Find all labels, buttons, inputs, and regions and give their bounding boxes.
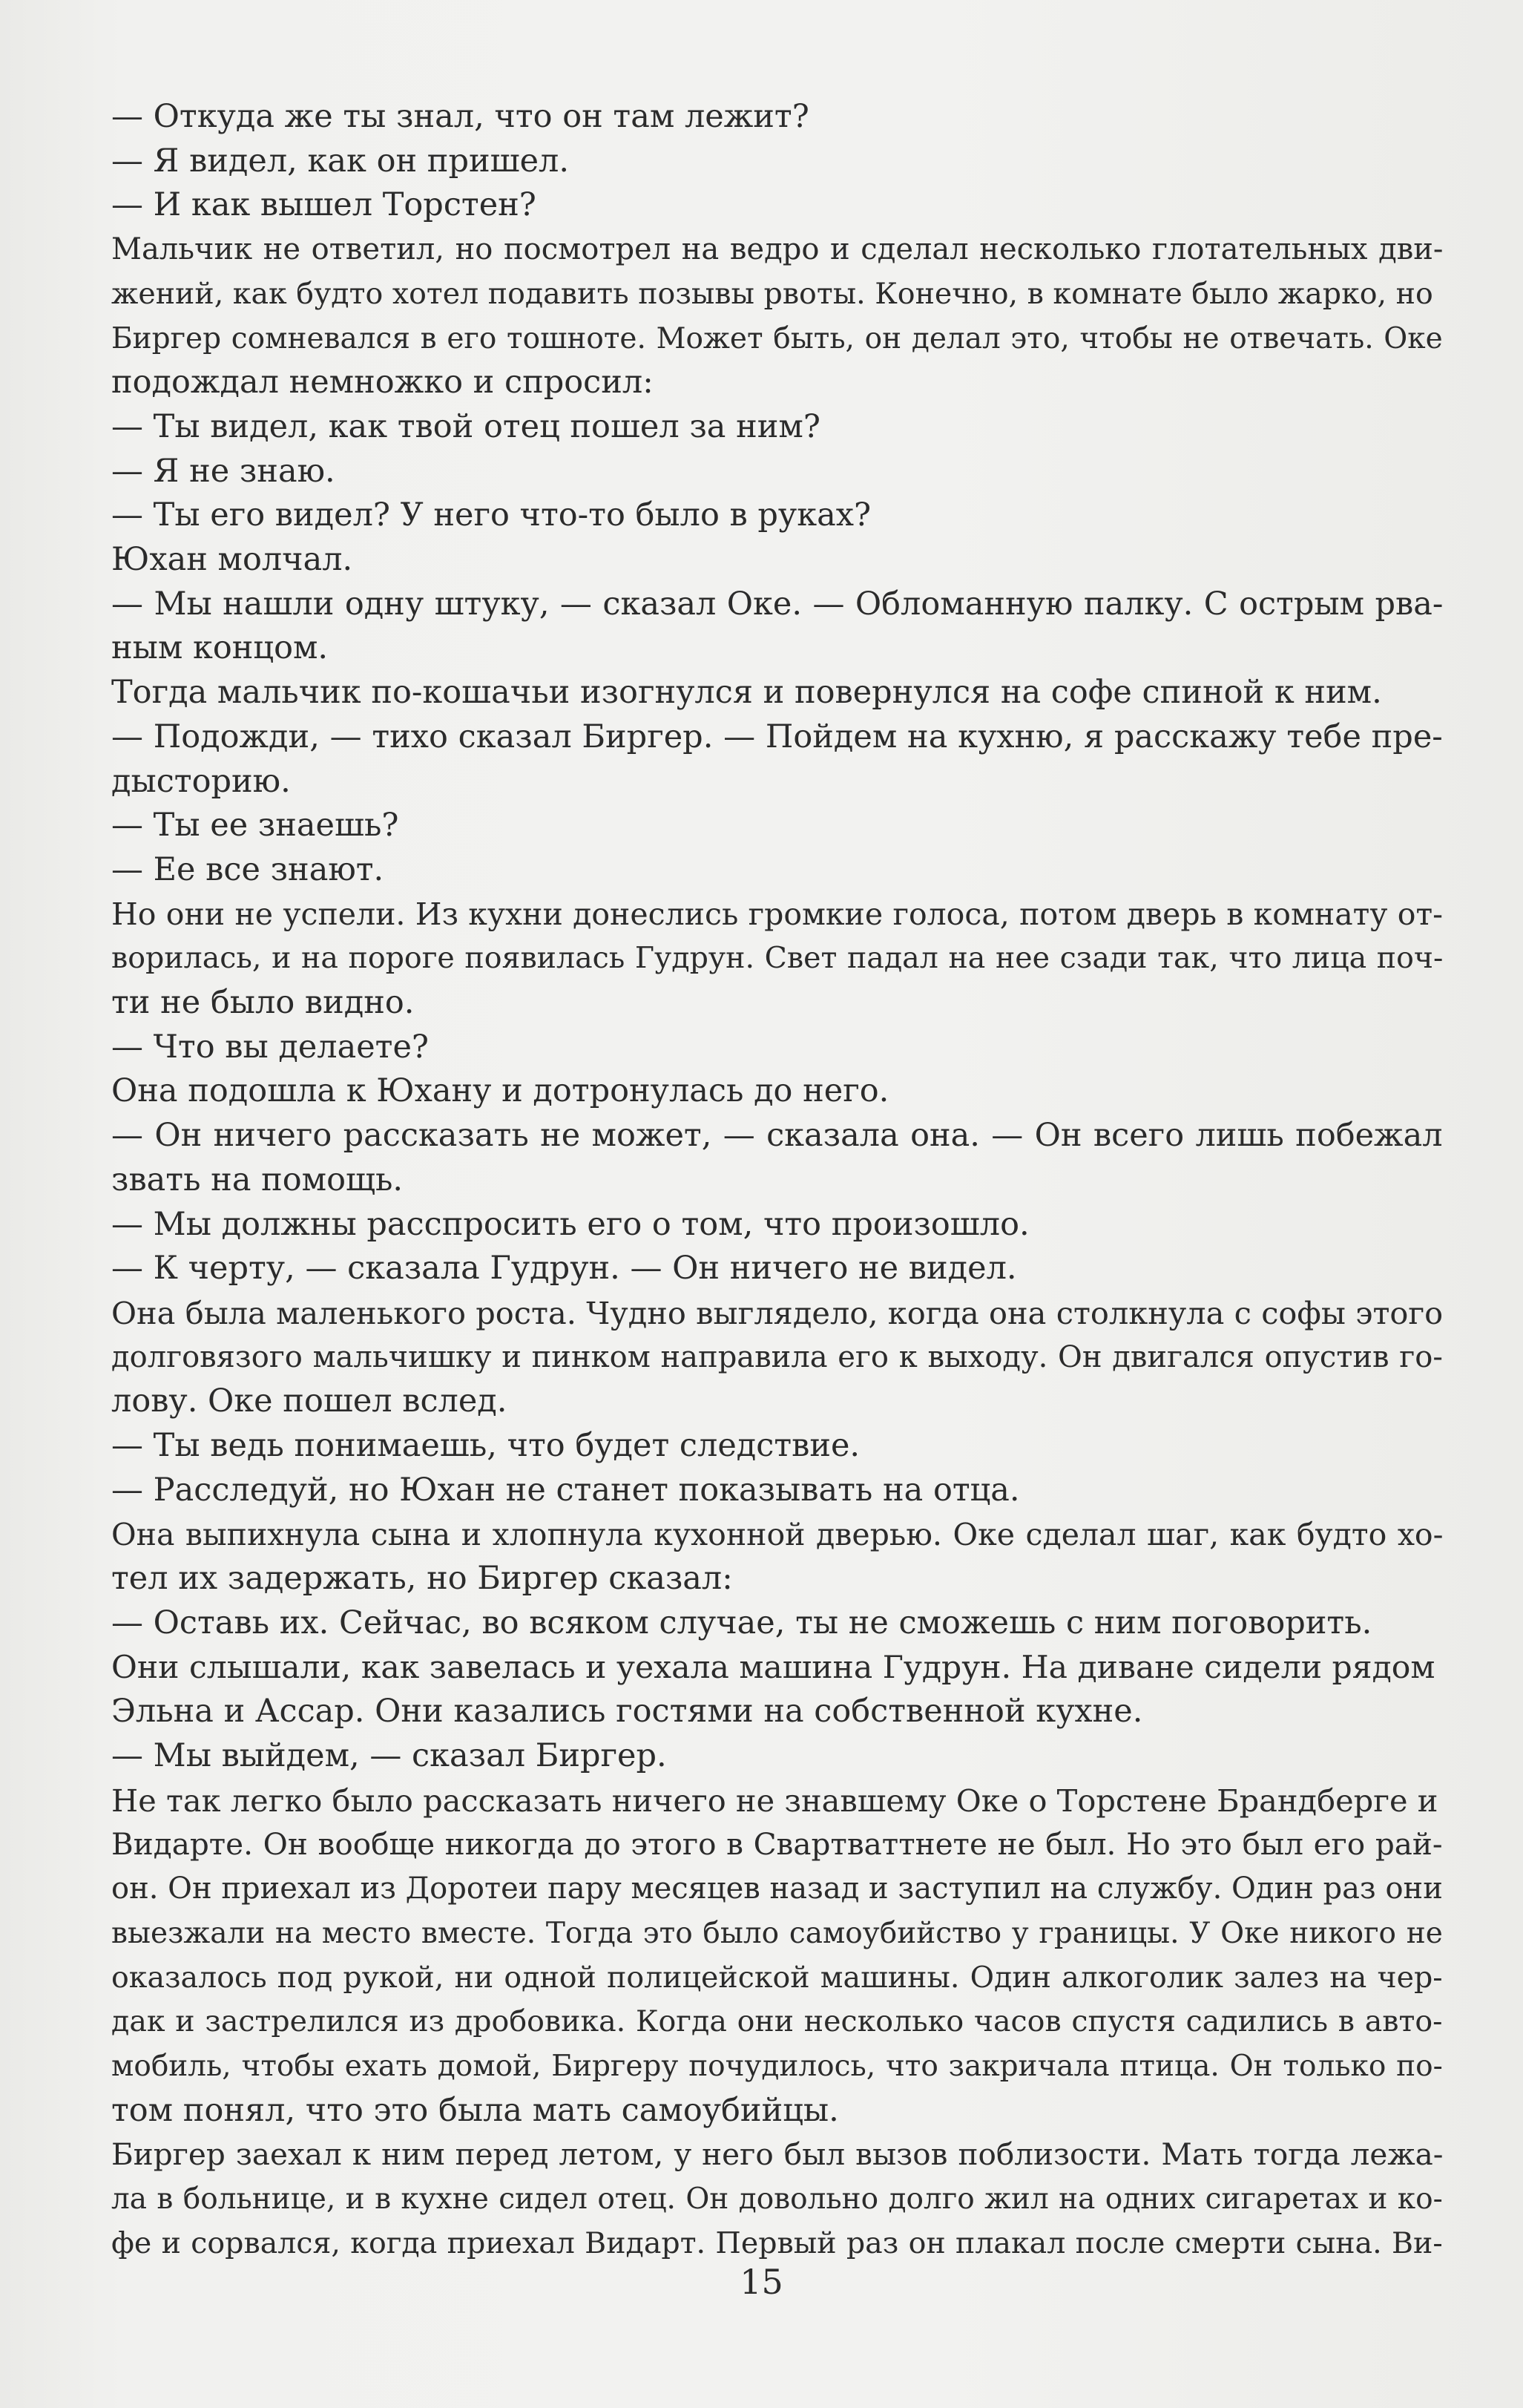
text-line: — Я видел, как он пришел.: [111, 142, 570, 180]
text-line: Она была маленького роста. Чудно выглядело, когда она столкнула с софы этого: [111, 1294, 1443, 1331]
text-line: фе и сорвался, когда приехал Видарт. Первый раз он плакал после смерти сына. Ви-: [111, 2225, 1443, 2260]
body-text: [111, 95, 1443, 2266]
text-line: — К черту, — сказала Гудрун. — Он ничего не видел.: [111, 1250, 1017, 1287]
text-line: — Ты видел, как твой отец пошел за ним?: [111, 407, 820, 445]
text-line: — Ты его видел? У него что-то было в руках?: [111, 496, 872, 534]
text-line: ти не было видно.: [111, 984, 415, 1022]
text-line: подождал немножко и спросил:: [111, 364, 654, 401]
text-line: — Я не знаю.: [111, 452, 335, 490]
text-line: Биргер заехал к ним перед летом, у него был вызов поблизости. Мать тогда лежа-: [111, 2136, 1443, 2173]
text-line: — И как вышел Торстен?: [111, 186, 536, 224]
text-line: — Ты ее знаешь?: [111, 807, 399, 844]
text-line: — Мы выйдем, — сказал Биргер.: [111, 1737, 667, 1775]
text-line: — Мы должны расспросить его о том, что произошло.: [111, 1205, 1030, 1243]
text-line: — Что вы делаете?: [111, 1028, 429, 1066]
text-line: Юхан молчал.: [111, 541, 353, 579]
text-line: лову. Оке пошел вслед.: [111, 1382, 507, 1420]
text-line: оказалось под рукой, ни одной полицейской машины. Один алкоголик залез на чер-: [111, 1960, 1443, 1995]
text-line: том понял, что это была мать самоубийцы.: [111, 2091, 839, 2129]
text-line: ла в больнице, и в кухне сидел отец. Он довольно долго жил на одних сигаретах и ко-: [111, 2182, 1443, 2217]
text-line: мобиль, чтобы ехать домой, Биргеру почудилось, что закричала птица. Он только по-: [111, 2049, 1443, 2083]
text-line: ворилась, и на пороге появилась Гудрун. Свет падал на нее сзади так, что лица поч-: [111, 941, 1443, 976]
text-line: Они слышали, как завелась и уехала машина Гудрун. На диване сидели рядом: [111, 1649, 1435, 1686]
text-line: он. Он приехал из Доротеи пару месяцев назад и заступил на службу. Один раз они: [111, 1871, 1443, 1906]
text-line: жений, как будто хотел подавить позывы рвоты. Конечно, в комнате было жарко, но: [111, 276, 1433, 311]
text-line: — Он ничего рассказать не может, — сказала она. — Он всего лишь побежал: [111, 1117, 1443, 1155]
text-line: выезжали на место вместе. Тогда это было самоубийство у границы. У Оке никого не: [111, 1916, 1443, 1950]
text-line: дысторию.: [111, 762, 291, 800]
text-line: Мальчик не ответил, но посмотрел на ведро и сделал несколько глотательных дви-: [111, 232, 1443, 267]
text-line: ным концом.: [111, 629, 329, 667]
text-line: — Оставь их. Сейчас, во всяком случае, ты не сможешь с ним поговорить.: [111, 1604, 1372, 1641]
text-line: Не так легко было рассказать ничего не знавшему Оке о Торстене Брандберге и: [111, 1782, 1438, 1819]
text-line: Но они не успели. Из кухни донеслись громкие голоса, потом дверь в комнату от-: [111, 896, 1443, 932]
page-number: 15: [740, 2262, 783, 2302]
text-line: — Откуда же ты знал, что он там лежит?: [111, 98, 809, 135]
text-line: Она выпихнула сына и хлопнула кухонной дверью. Оке сделал шаг, как будто хо-: [111, 1516, 1443, 1552]
text-line: Она подошла к Юхану и дотронулась до него.: [111, 1072, 889, 1110]
text-line: Биргер сомневался в его тошноте. Может быть, он делал это, чтобы не отвечать. Оке: [111, 321, 1443, 355]
text-line: — Ее все знают.: [111, 850, 384, 888]
text-line: дак и застрелился из дробовика. Когда они несколько часов спустя садились в авто-: [111, 2004, 1443, 2039]
text-line: тел их задержать, но Биргер сказал:: [111, 1560, 733, 1598]
text-line: долговязого мальчишку и пинком направила его к выходу. Он двигался опустив го-: [111, 1339, 1443, 1374]
text-line: — Подожди, — тихо сказал Биргер. — Пойдем на кухню, я расскажу тебе пре-: [111, 718, 1443, 755]
text-line: — Расследуй, но Юхан не станет показывать на отца.: [111, 1471, 1020, 1509]
text-line: Эльна и Ассар. Они казались гостями на собственной кухне.: [111, 1693, 1143, 1730]
text-line: Тогда мальчик по-кошачьи изогнулся и повернулся на софе спиной к ним.: [111, 674, 1382, 712]
text-line: звать на помощь.: [111, 1161, 404, 1198]
text-line: — Ты ведь понимаешь, что будет следствие.: [111, 1427, 861, 1465]
text-line: Видарте. Он вообще никогда до этого в Свартваттнете не был. Но это был его рай-: [111, 1826, 1443, 1863]
text-line: — Мы нашли одну штуку, — сказал Оке. — Обломанную палку. С острым рва-: [111, 585, 1443, 623]
